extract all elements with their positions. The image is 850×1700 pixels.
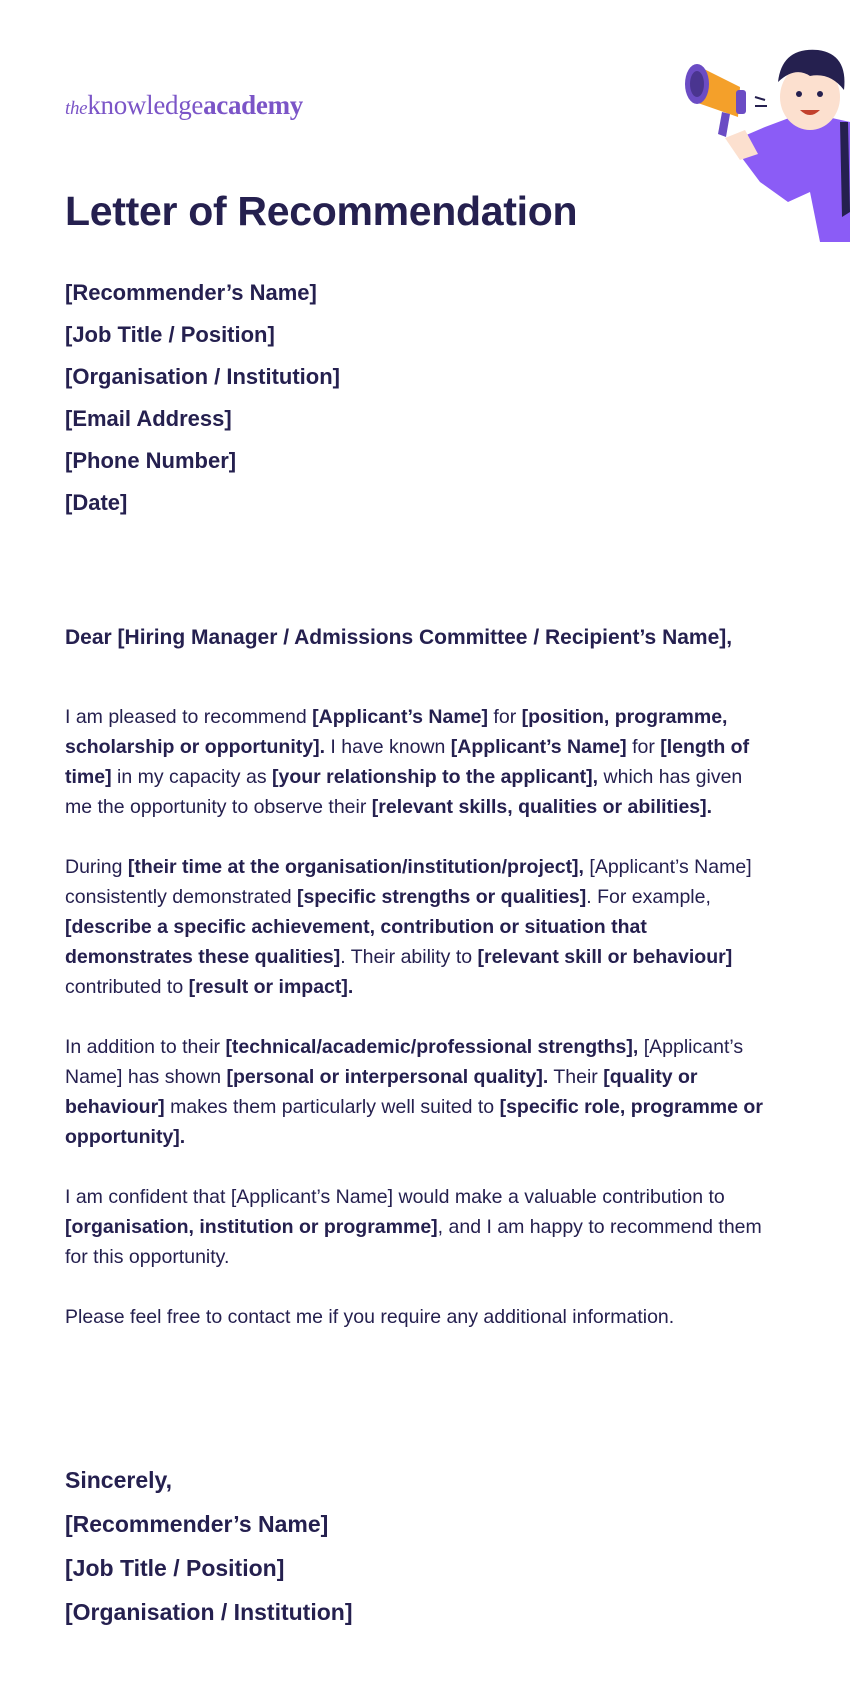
megaphone-person-illustration xyxy=(670,42,850,242)
placeholder-text: [relevant skills, qualities or abilities]. xyxy=(371,796,713,818)
placeholder-text: [organisation, institution or programme] xyxy=(65,1216,438,1238)
paragraph-additional-strengths xyxy=(65,1032,770,1152)
sender-phone: [Phone Number] xyxy=(65,448,237,473)
body-text: [Applicant’s Name] consistently demonstrated xyxy=(65,856,752,908)
body-text: makes them particularly well suited to xyxy=(164,1096,500,1118)
logo-academy: academy xyxy=(203,90,303,120)
closing-signature xyxy=(65,1458,352,1634)
body-text: Their xyxy=(548,1066,604,1088)
body-text: for xyxy=(626,736,661,758)
placeholder-text: [relevant skill or behaviour] xyxy=(477,946,733,968)
body-text: . For example, xyxy=(586,886,711,908)
body-text: During xyxy=(65,856,128,878)
page-title: Letter of Recommendation xyxy=(65,188,578,234)
placeholder-text: [Applicant’s Name] xyxy=(312,706,489,728)
body-text: . Their ability to xyxy=(340,946,478,968)
sender-details xyxy=(65,272,340,524)
sender-date: [Date] xyxy=(65,490,128,515)
closing-job-title: [Job Title / Position] xyxy=(65,1555,285,1581)
closing-valediction: Sincerely, xyxy=(65,1467,172,1493)
logo-the: the xyxy=(65,98,88,119)
placeholder-text: [your relationship to the applicant], xyxy=(271,766,599,788)
placeholder-text: [specific role, programme or opportunity]. xyxy=(65,1096,763,1148)
placeholder-text: [describe a specific achievement, contribution or situation that demonstrates these qualities] xyxy=(65,916,647,968)
placeholder-text: [Applicant’s Name] xyxy=(450,736,627,758)
paragraph-example xyxy=(65,852,770,1002)
placeholder-text: [quality or behaviour] xyxy=(65,1066,698,1118)
body-text: In addition to their xyxy=(65,1036,226,1058)
closing-recommender-name: [Recommender’s Name] xyxy=(65,1511,329,1537)
sender-recommender-name: [Recommender’s Name] xyxy=(65,280,317,305)
body-text: [Applicant’s Name] has shown xyxy=(65,1036,744,1088)
placeholder-text: [result or impact]. xyxy=(188,976,354,998)
placeholder-text: [position, programme, scholarship or opportunity]. xyxy=(65,706,728,758)
body-text: for xyxy=(488,706,522,728)
body-text: , and I am happy to recommend them for this opportunity. xyxy=(65,1216,762,1268)
body-text: which has given me the opportunity to observe their xyxy=(65,766,743,818)
brand-logo xyxy=(65,90,303,121)
placeholder-text: [specific strengths or qualities] xyxy=(296,886,587,908)
placeholder-text: [technical/academic/professional strengths], xyxy=(225,1036,639,1058)
sender-email: [Email Address] xyxy=(65,406,232,431)
placeholder-text: [personal or interpersonal quality]. xyxy=(226,1066,549,1088)
body-text: I am confident that [Applicant’s Name] would make a valuable contribution to xyxy=(65,1186,725,1208)
placeholder-text: [their time at the organisation/institution/project], xyxy=(127,856,584,878)
body-text: I have known xyxy=(325,736,451,758)
closing-organisation: [Organisation / Institution] xyxy=(65,1599,353,1625)
paragraph-introduction xyxy=(65,702,770,822)
placeholder-text: [length of time] xyxy=(65,736,750,788)
salutation: Dear [Hiring Manager / Admissions Committee / Recipient’s Name], xyxy=(65,626,733,649)
sender-job-title: [Job Title / Position] xyxy=(65,322,275,347)
body-text: Please feel free to contact me if you require any additional information. xyxy=(65,1306,675,1328)
paragraph-confidence xyxy=(65,1182,770,1272)
letter-body xyxy=(65,702,770,1362)
logo-knowledge: knowledge xyxy=(87,90,204,120)
paragraph-contact xyxy=(65,1302,770,1332)
body-text: contributed to xyxy=(65,976,189,998)
sender-organisation: [Organisation / Institution] xyxy=(65,364,340,389)
body-text: in my capacity as xyxy=(111,766,272,788)
body-text: I am pleased to recommend xyxy=(65,706,313,728)
